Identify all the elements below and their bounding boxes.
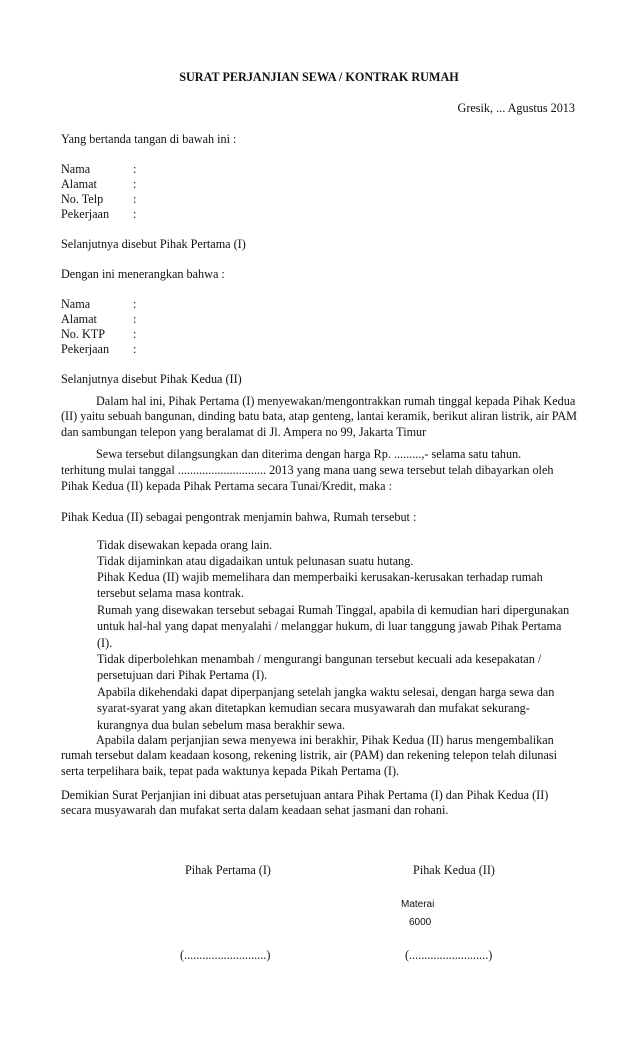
party1-field-label: No. Telp [61,192,104,206]
party2-field-colon: : [133,297,137,311]
party2-field-colon: : [133,312,137,326]
party2-field-label: Alamat [61,312,97,326]
party2-field-label: Nama [61,297,91,311]
condition-item: Rumah yang disewakan tersebut sebagai Rumah Tinggal, apabila di kemudian hari dipergunakan untuk hal-hal yang dapat menyalahi / melanggar hukum, di luar tanggung jawab Pihak Pertama (I). [97,603,570,650]
party2-signature-line: (..........................) [405,948,493,962]
statement-text: Dengan ini menerangkan bahwa : [61,267,225,281]
condition-item: Pihak Kedua (II) wajib memelihara dan memperbaiki kerusakan-kerusakan terhadap rumah tersebut selama masa kontrak. [97,570,543,601]
party2-designation: Selanjutnya disebut Pihak Kedua (II) [61,372,242,386]
party1-field-colon: : [133,177,137,191]
stamp-value: 6000 [409,917,432,928]
party1-signature-label: Pihak Pertama (I) [185,863,271,877]
condition-item: Tidak diperbolehkan menambah / mengurangi bangunan tersebut kecuali ada kesepakatan / persetujuan dari Pihak Pertama (I). [97,652,542,683]
party2-field-label: Pekerjaan [61,342,110,356]
party1-field-label: Nama [61,162,91,176]
party1-signature-line: (...........................) [180,948,271,962]
intro-text: Yang bertanda tangan di bawah ini : [61,132,237,146]
price-line-1: Sewa tersebut dilangsungkan dan diterima dengan harga Rp. .........,- selama satu tahun. [96,447,522,461]
party1-field-colon: : [133,162,137,176]
party2-signature-label: Pihak Kedua (II) [413,863,495,877]
price-line-3: Pihak Kedua (II) kepada Pihak Pertama secara Tunai/Kredit, maka : [61,479,392,493]
guarantee-intro: Pihak Kedua (II) sebagai pengontrak menjamin bahwa, Rumah tersebut : [61,510,417,524]
party1-field-colon: : [133,192,137,206]
price-line-2: terhitung mulai tanggal ............................. 2013 yang mana uang sewa tersebut telah dibayarkan oleh [61,463,554,477]
party1-field-label: Alamat [61,177,97,191]
party2-field-label: No. KTP [61,327,106,341]
party1-field-colon: : [133,207,137,221]
party1-designation: Selanjutnya disebut Pihak Pertama (I) [61,237,246,251]
condition-item: Apabila dikehendaki dapat diperpanjang setelah jangka waktu selesai, dengan harga sewa dan syarat-syarat yang akan ditetapkan kemudian secara musyawarah dan mufakat sekurang-kurangnya dua bulan sebelum masa berakhir sewa. [97,685,555,732]
document-title: SURAT PERJANJIAN SEWA / KONTRAK RUMAH [179,70,459,84]
condition-item: Tidak dijaminkan atau digadaikan untuk pelunasan suatu hutang. [97,554,414,568]
closing-paragraph: Demikian Surat Perjanjian ini dibuat atas persetujuan antara Pihak Pertama (I) dan Pihak Kedua (II) secara musyawarah dan mufakat serta dalam keadaan sehat jasmani dan rohani. [61,788,549,818]
property-paragraph: Dalam hal ini, Pihak Pertama (I) menyewakan/mengontrakkan rumah tinggal kepada Pihak Kedua (II) yaitu sebuah bangunan, dinding batu bata, atap genteng, lantai keramik, berikut aliran listrik, air PAM dan sambungan telepon yang beralamat di Jl. Ampera no 99, Jakarta Timur [61,394,578,439]
party1-field-label: Pekerjaan [61,207,110,221]
condition-item: Tidak disewakan kepada orang lain. [97,538,273,552]
party2-field-colon: : [133,342,137,356]
place-date: Gresik, ... Agustus 2013 [457,101,575,115]
party2-field-colon: : [133,327,137,341]
stamp-label: Materai [401,899,435,910]
end-paragraph: Apabila dalam perjanjian sewa menyewa ini berakhir, Pihak Kedua (II) harus mengembalikan rumah tersebut dalam keadaan kosong, rekening listrik, air (PAM) dan rekening telepon telah dilunasi serta terpelihara baik, tepat pada waktunya kepada Pikah Pertama (I). [61,733,558,778]
